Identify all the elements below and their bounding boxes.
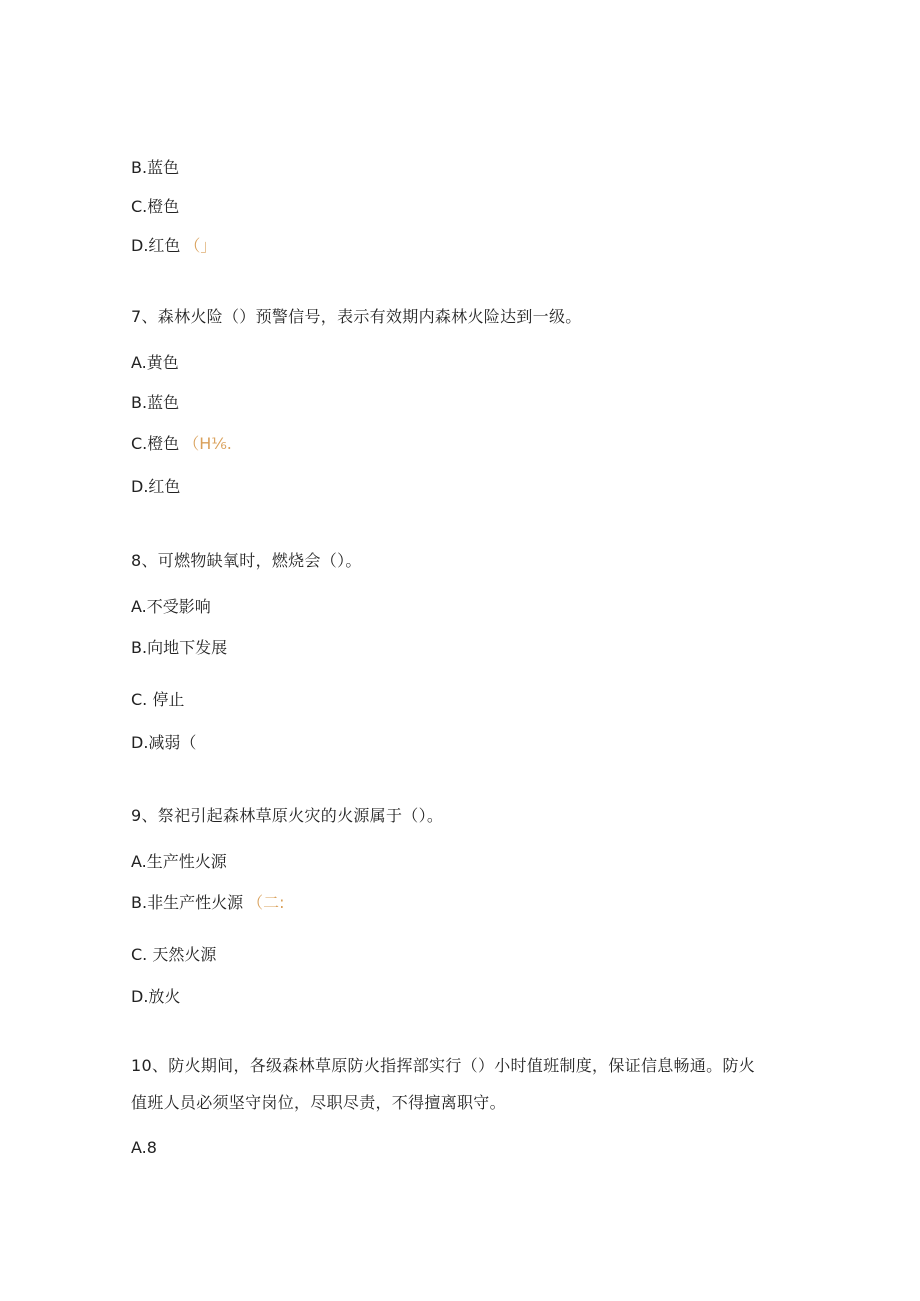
answer-mark: （二: bbox=[247, 893, 285, 912]
q6-option-b bbox=[131, 158, 179, 178]
option-text: D.红色 bbox=[131, 236, 181, 255]
option-text: D.红色 bbox=[131, 477, 181, 496]
q8-option-a bbox=[131, 597, 211, 617]
answer-mark: （H⅙. bbox=[183, 434, 232, 453]
q7-stem: 7、森林火险（）预警信号，表示有效期内森林火险达到一级。 bbox=[131, 307, 582, 326]
option-text: B.蓝色 bbox=[131, 158, 180, 177]
option-text: C.橙色 bbox=[131, 434, 180, 453]
option-text: A.黄色 bbox=[131, 353, 179, 372]
q8-stem: 8、可燃物缺氧时，燃烧会（）。 bbox=[131, 551, 362, 570]
option-text: C. 天然火源 bbox=[131, 945, 217, 964]
q10-stem-line1: 10、防火期间，各级森林草原防火指挥部实行（）小时值班制度，保证信息畅通。防火 bbox=[131, 1056, 756, 1075]
option-text: B.向地下发展 bbox=[131, 638, 228, 657]
q6-option-c bbox=[131, 197, 179, 217]
q10-stem-line2: 值班人员必须坚守岗位，尽职尽责，不得擅离职守。 bbox=[131, 1093, 506, 1112]
q9-option-d bbox=[131, 987, 180, 1007]
q8-option-d bbox=[131, 733, 196, 753]
option-text: B.非生产性火源 bbox=[131, 893, 244, 912]
q7-option-b bbox=[131, 393, 179, 413]
q10-option-a bbox=[131, 1138, 157, 1158]
option-text: A.生产性火源 bbox=[131, 852, 227, 871]
option-text: C.橙色 bbox=[131, 197, 180, 216]
option-text: D.放火 bbox=[131, 987, 181, 1006]
q8-option-c bbox=[131, 690, 184, 710]
q9-option-a bbox=[131, 852, 227, 872]
q9-option-b bbox=[131, 893, 284, 913]
q6-option-d bbox=[131, 236, 216, 256]
q7-option-c bbox=[131, 434, 232, 454]
option-text: A.8 bbox=[131, 1138, 157, 1157]
q7-option-a bbox=[131, 353, 179, 373]
option-text: C. 停止 bbox=[131, 690, 185, 709]
q7-option-d bbox=[131, 477, 180, 497]
option-text: B.蓝色 bbox=[131, 393, 180, 412]
q9-stem: 9、祭祀引起森林草原火灾的火源属于（）。 bbox=[131, 806, 444, 825]
q8-option-b bbox=[131, 638, 227, 658]
q9-option-c bbox=[131, 945, 216, 965]
option-text: D.减弱（ bbox=[131, 733, 197, 752]
option-text: A.不受影响 bbox=[131, 597, 211, 616]
answer-mark: （」 bbox=[184, 236, 217, 255]
